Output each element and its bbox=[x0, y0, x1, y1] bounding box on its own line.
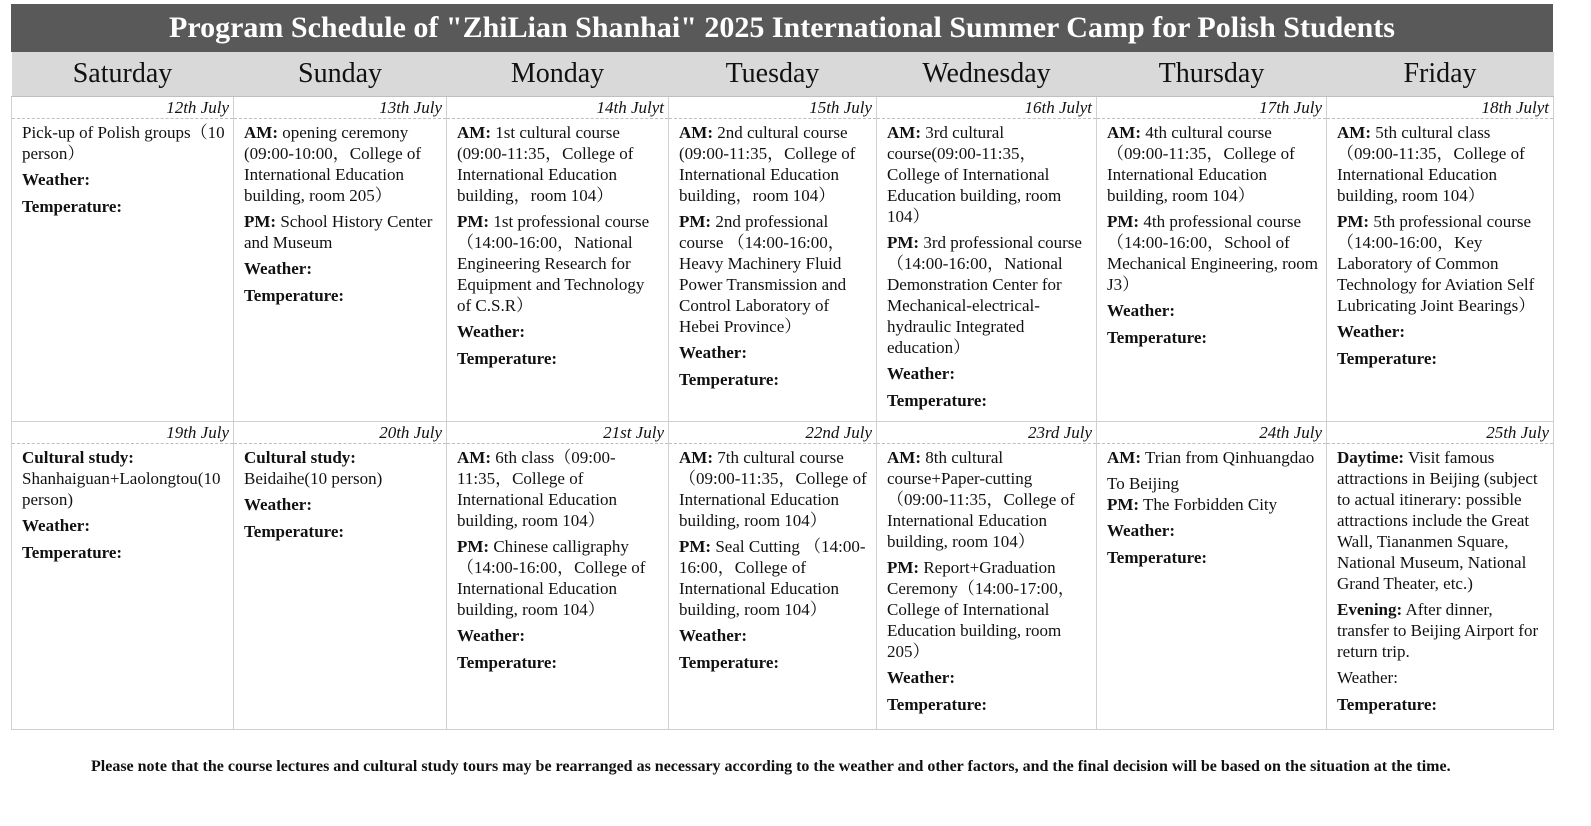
activity-text: 1st cultural course (09:00-11:35，College of International Education building，room 104） bbox=[457, 123, 634, 205]
schedule-cell bbox=[1327, 444, 1554, 730]
activity-line bbox=[887, 232, 1088, 358]
activity-line bbox=[244, 211, 438, 253]
activity-label: AM: bbox=[679, 448, 713, 467]
date-cell: 16th Julyt bbox=[877, 97, 1097, 119]
activity-line bbox=[22, 447, 225, 510]
activity-text: opening ceremony (09:00-10:00，College of International Education building, room 205） bbox=[244, 123, 422, 205]
day-header: Monday bbox=[447, 52, 669, 97]
schedule-cell bbox=[234, 119, 447, 422]
activity-label: AM: bbox=[244, 123, 278, 142]
activity-label: AM: bbox=[1107, 448, 1141, 467]
activity-label: PM: bbox=[1337, 212, 1370, 231]
date-cell: 18th Julyt bbox=[1327, 97, 1554, 119]
weather-label: Weather: bbox=[1107, 301, 1175, 320]
schedule-cell bbox=[447, 119, 669, 422]
activity-label: AM: bbox=[1337, 123, 1371, 142]
activity-line bbox=[679, 211, 868, 337]
weather-label: Weather: bbox=[887, 364, 955, 383]
activity-text: Trian from Qinhuangdao bbox=[1144, 448, 1315, 467]
activity-line bbox=[457, 211, 660, 316]
activity-label: PM: bbox=[887, 233, 920, 252]
temperature-label: Temperature: bbox=[244, 286, 345, 305]
weather-label: Weather: bbox=[22, 516, 90, 535]
activity-line bbox=[457, 536, 660, 620]
weather-label: Weather: bbox=[887, 668, 955, 687]
day-header: Sunday bbox=[234, 52, 447, 97]
temperature-label: Temperature: bbox=[887, 391, 988, 410]
date-cell: 12th July bbox=[12, 97, 234, 119]
activity-line bbox=[1107, 211, 1318, 295]
weather-label: Weather: bbox=[457, 322, 525, 341]
activity-text: Visit famous attractions in Beijing (subject to actual itinerary: possible attractions include the Great Wall, Tiananmen Square, National Museum, National Grand Theater, etc.) bbox=[1337, 448, 1538, 593]
activity-label: AM: bbox=[457, 123, 491, 142]
activity-label: PM: bbox=[457, 212, 490, 231]
weather-label: Weather: bbox=[1337, 322, 1405, 341]
activity-text: To Beijing bbox=[1107, 474, 1180, 493]
schedule-row bbox=[12, 119, 1554, 422]
schedule-cell bbox=[234, 444, 447, 730]
schedule-cell bbox=[669, 119, 877, 422]
date-cell: 20th July bbox=[234, 422, 447, 444]
activity-text: 4th cultural course（09:00-11:35，College of International Education building, room 104） bbox=[1107, 123, 1295, 205]
activity-label: Evening: bbox=[1337, 600, 1403, 619]
activity-text: The Forbidden City bbox=[1143, 495, 1278, 514]
day-header: Friday bbox=[1327, 52, 1554, 97]
activity-text: 3rd cultural course(09:00-11:35，College of International Education building, room 104） bbox=[887, 123, 1062, 226]
activity-label: PM: bbox=[244, 212, 277, 231]
activity-text: 4th professional course（14:00-16:00，School of Mechanical Engineering, room J3） bbox=[1107, 212, 1319, 294]
activity-line bbox=[457, 447, 660, 531]
activity-label: AM: bbox=[887, 448, 921, 467]
date-cell: 17th July bbox=[1097, 97, 1327, 119]
activity-text: Report+Graduation Ceremony（14:00-17:00，College of International Education building, room 205） bbox=[887, 558, 1075, 661]
weather-label: Weather: bbox=[244, 495, 312, 514]
activity-text: 7th cultural course （09:00-11:35，College of International Education building, room 104） bbox=[679, 448, 867, 530]
activity-line bbox=[887, 447, 1088, 552]
activity-line bbox=[679, 536, 868, 620]
date-cell: 13th July bbox=[234, 97, 447, 119]
temperature-label: Temperature: bbox=[1107, 328, 1208, 347]
schedule-cell bbox=[1097, 444, 1327, 730]
activity-text: After dinner, transfer to Beijing Airport for return trip. bbox=[1337, 600, 1539, 661]
temperature-label: Temperature: bbox=[1107, 548, 1208, 567]
date-cell: 14th Julyt bbox=[447, 97, 669, 119]
date-cell: 25th July bbox=[1327, 422, 1554, 444]
schedule-table bbox=[11, 52, 1554, 730]
activity-label: PM: bbox=[457, 537, 490, 556]
activity-line bbox=[1107, 122, 1318, 206]
date-row bbox=[12, 422, 1554, 444]
activity-text: Shanhaiguan+Laolongtou(10 person) bbox=[22, 469, 221, 509]
day-header: Tuesday bbox=[669, 52, 877, 97]
temperature-label: Temperature: bbox=[22, 197, 123, 216]
activity-label: AM: bbox=[1107, 123, 1141, 142]
temperature-label: Temperature: bbox=[457, 653, 558, 672]
activity-text: Chinese calligraphy （14:00-16:00，College of International Education building, room 104） bbox=[457, 537, 646, 619]
activity-text: 2nd cultural course (09:00-11:35，College of International Education building，room 104） bbox=[679, 123, 856, 205]
date-row bbox=[12, 97, 1554, 119]
date-cell: 21st July bbox=[447, 422, 669, 444]
activity-text: Beidaihe(10 person) bbox=[244, 469, 383, 488]
date-cell: 15th July bbox=[669, 97, 877, 119]
activity-text: 8th cultural course+Paper-cutting （09:00-11:35，College of International Education building, room 104） bbox=[887, 448, 1075, 551]
activity-label: AM: bbox=[457, 448, 491, 467]
schedule-cell bbox=[877, 119, 1097, 422]
temperature-label: Temperature: bbox=[1337, 349, 1438, 368]
activity-line bbox=[1337, 599, 1545, 662]
weather-label: Weather: bbox=[679, 626, 747, 645]
activity-text: Seal Cutting （14:00-16:00，College of International Education building, room 104） bbox=[679, 537, 866, 619]
date-cell: 19th July bbox=[12, 422, 234, 444]
day-header: Wednesday bbox=[877, 52, 1097, 97]
schedule-cell bbox=[12, 444, 234, 730]
temperature-label: Temperature: bbox=[679, 653, 780, 672]
activity-text: 1st professional course （14:00-16:00，National Engineering Research for Equipment and Technology of C.S.R） bbox=[457, 212, 650, 315]
activity-label: Cultural study: bbox=[22, 448, 134, 467]
activity-label: Cultural study: bbox=[244, 448, 356, 467]
activity-label: PM: bbox=[887, 558, 920, 577]
temperature-label: Temperature: bbox=[887, 695, 988, 714]
date-cell: 22nd July bbox=[669, 422, 877, 444]
weather-label: Weather: bbox=[1337, 668, 1398, 687]
activity-line bbox=[887, 557, 1088, 662]
schedule-row bbox=[12, 444, 1554, 730]
weather-label: Weather: bbox=[22, 170, 90, 189]
activity-line bbox=[1337, 122, 1545, 206]
schedule-cell bbox=[12, 119, 234, 422]
activity-line bbox=[1337, 211, 1545, 316]
activity-text: School History Center and Museum bbox=[244, 212, 433, 252]
activity-label: Daytime: bbox=[1337, 448, 1405, 467]
date-cell: 24th July bbox=[1097, 422, 1327, 444]
activity-text: 5th professional course（14:00-16:00，Key Laboratory of Common Technology for Aviation Self Lubricating Joint Bearings） bbox=[1337, 212, 1536, 315]
activity-text: Pick-up of Polish groups（10 person） bbox=[22, 123, 225, 163]
activity-text: 6th class（09:00-11:35，College of International Education building, room 104） bbox=[457, 448, 618, 530]
schedule-cell bbox=[447, 444, 669, 730]
activity-text: 3rd professional course（14:00-16:00，National Demonstration Center for Mechanical-electrical-hydraulic Integrated education） bbox=[887, 233, 1082, 357]
activity-line bbox=[244, 122, 438, 206]
activity-line bbox=[1107, 447, 1318, 468]
temperature-label: Temperature: bbox=[244, 522, 345, 541]
weather-label: Weather: bbox=[244, 259, 312, 278]
weather-label: Weather: bbox=[679, 343, 747, 362]
activity-text: 5th cultural class（09:00-11:35，College of International Education building, room 104） bbox=[1337, 123, 1525, 205]
activity-label: AM: bbox=[887, 123, 921, 142]
date-cell: 23rd July bbox=[877, 422, 1097, 444]
activity-line bbox=[244, 447, 438, 489]
temperature-label: Temperature: bbox=[457, 349, 558, 368]
weather-label: Weather: bbox=[1107, 521, 1175, 540]
day-header-row bbox=[12, 52, 1554, 97]
day-header: Saturday bbox=[12, 52, 234, 97]
activity-label: PM: bbox=[679, 212, 712, 231]
activity-label: PM: bbox=[679, 537, 712, 556]
activity-line bbox=[1107, 494, 1318, 515]
activity-label: PM: bbox=[1107, 212, 1140, 231]
schedule-title: Program Schedule of "ZhiLian Shanhai" 2025 International Summer Camp for Polish Students bbox=[11, 4, 1553, 52]
temperature-label: Temperature: bbox=[22, 543, 123, 562]
activity-label: AM: bbox=[679, 123, 713, 142]
activity-line bbox=[457, 122, 660, 206]
weather-label: Weather: bbox=[457, 626, 525, 645]
activity-line bbox=[1337, 447, 1545, 594]
temperature-label: Temperature: bbox=[679, 370, 780, 389]
schedule-note: Please note that the course lectures and cultural study tours may be rearranged as necessary according to the weather and other factors, and the final decision will be based on the situation at the time. bbox=[91, 758, 1451, 775]
activity-line bbox=[679, 447, 868, 531]
schedule-cell bbox=[669, 444, 877, 730]
schedule-cell bbox=[1327, 119, 1554, 422]
activity-label: PM: bbox=[1107, 495, 1140, 514]
schedule-cell bbox=[877, 444, 1097, 730]
activity-line bbox=[887, 122, 1088, 227]
temperature-label: Temperature: bbox=[1337, 695, 1438, 714]
day-header: Thursday bbox=[1097, 52, 1327, 97]
activity-line bbox=[679, 122, 868, 206]
schedule-cell bbox=[1097, 119, 1327, 422]
activity-text: 2nd professional course （14:00-16:00，Heavy Machinery Fluid Power Transmission and Control Laboratory of Hebei Province） bbox=[679, 212, 847, 336]
